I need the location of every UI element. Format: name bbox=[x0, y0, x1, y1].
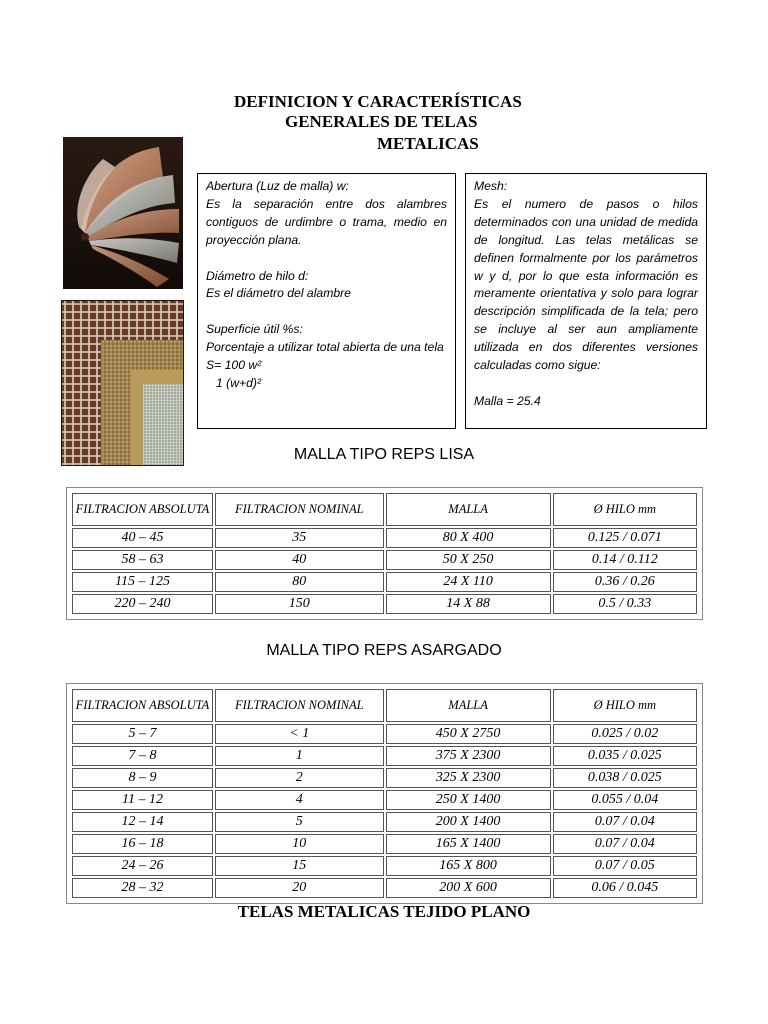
table-body bbox=[72, 528, 697, 614]
table-cell: 0.14 / 0.112 bbox=[553, 550, 697, 570]
table-cell: 0.5 / 0.33 bbox=[553, 594, 697, 614]
col-header-filtracion-absoluta: FILTRACION ABSOLUTA bbox=[72, 493, 213, 526]
table-cell: 250 X 1400 bbox=[386, 790, 551, 810]
woven-mesh-photo bbox=[61, 300, 184, 466]
malla-formula: Malla = 25.4 bbox=[474, 393, 541, 408]
table-cell: < 1 bbox=[215, 724, 384, 744]
section-title-reps-lisa: MALLA TIPO REPS LISA bbox=[293, 446, 475, 463]
table-cell: 0.06 / 0.045 bbox=[553, 878, 697, 898]
superficie-heading: Superficie útil %s: bbox=[206, 322, 303, 337]
col-header-filtracion-nominal: FILTRACION NOMINAL bbox=[215, 493, 384, 526]
mesh-text: Es el numero de pasos o hilos determinados con una unidad de medida de longitud. Las telas metálicas se definen formalmente por los parámetros w y d, por lo que esta información es meramente orientativa y solo para lograr descripción simplificada de la tela; pero se incluye al ser aun ampliamente utilizada en dos diferentes versiones calculadas como sigue: bbox=[474, 196, 698, 373]
table-cell: 0.125 / 0.071 bbox=[553, 528, 697, 548]
table-row bbox=[72, 790, 697, 810]
col-header-malla: MALLA bbox=[386, 689, 551, 722]
col-header-hilo: Ø HILO mm bbox=[553, 493, 697, 526]
table-row bbox=[72, 878, 697, 898]
footer-heading: TELAS METALICAS TEJIDO PLANO bbox=[237, 902, 531, 921]
table-row bbox=[72, 746, 697, 766]
table-body bbox=[72, 724, 697, 898]
table-cell: 0.36 / 0.26 bbox=[553, 572, 697, 592]
table-cell: 2 bbox=[215, 768, 384, 788]
table-cell: 7 – 8 bbox=[72, 746, 213, 766]
table-row bbox=[72, 572, 697, 592]
abertura-text: Es la separación entre dos alambres contiguos de urdimbre o trama, medio en proyección plana. bbox=[206, 196, 447, 247]
table-cell: 20 bbox=[215, 878, 384, 898]
table-cell: 16 – 18 bbox=[72, 834, 213, 854]
mesh-heading: Mesh: bbox=[474, 179, 508, 193]
table-cell: 58 – 63 bbox=[72, 550, 213, 570]
table-cell: 0.07 / 0.04 bbox=[553, 812, 697, 832]
section-title-reps-asargado: MALLA TIPO REPS ASARGADO bbox=[266, 642, 502, 659]
table-row bbox=[72, 812, 697, 832]
superficie-text: Porcentaje a utilizar total abierta de una tela S= 100 w² bbox=[206, 340, 444, 373]
table-row bbox=[72, 768, 697, 788]
table-cell: 5 – 7 bbox=[72, 724, 213, 744]
table-cell: 165 X 1400 bbox=[386, 834, 551, 854]
title-line-1: DEFINICION Y CARACTERÍSTICAS bbox=[234, 92, 522, 111]
title-line-3: METALICAS bbox=[377, 134, 479, 153]
col-header-malla: MALLA bbox=[386, 493, 551, 526]
mesh-definition-box bbox=[465, 173, 707, 429]
table-cell: 0.035 / 0.025 bbox=[553, 746, 697, 766]
superficie-formula: 1 (w+d)² bbox=[216, 375, 262, 390]
definitions-box bbox=[197, 173, 456, 429]
table-cell: 40 bbox=[215, 550, 384, 570]
table-cell: 11 – 12 bbox=[72, 790, 213, 810]
table-cell: 24 X 110 bbox=[386, 572, 551, 592]
col-header-filtracion-absoluta: FILTRACION ABSOLUTA bbox=[72, 689, 213, 722]
table-cell: 375 X 2300 bbox=[386, 746, 551, 766]
table-reps-asargado bbox=[66, 683, 703, 904]
table-cell: 10 bbox=[215, 834, 384, 854]
mesh-fan-photo bbox=[63, 137, 183, 289]
table-cell: 40 – 45 bbox=[72, 528, 213, 548]
table-cell: 80 X 400 bbox=[386, 528, 551, 548]
table-row bbox=[72, 594, 697, 614]
table-cell: 50 X 250 bbox=[386, 550, 551, 570]
table-cell: 0.038 / 0.025 bbox=[553, 768, 697, 788]
table-cell: 80 bbox=[215, 572, 384, 592]
table-cell: 4 bbox=[215, 790, 384, 810]
table-cell: 115 – 125 bbox=[72, 572, 213, 592]
diametro-heading: Diámetro de hilo d: bbox=[206, 268, 309, 283]
table-row bbox=[72, 528, 697, 548]
col-header-filtracion-nominal: FILTRACION NOMINAL bbox=[215, 689, 384, 722]
table-cell: 450 X 2750 bbox=[386, 724, 551, 744]
table-cell: 220 – 240 bbox=[72, 594, 213, 614]
title-line-2: GENERALES DE TELAS bbox=[285, 112, 478, 131]
table-cell: 200 X 600 bbox=[386, 878, 551, 898]
table-cell: 0.055 / 0.04 bbox=[553, 790, 697, 810]
table-cell: 5 bbox=[215, 812, 384, 832]
col-header-hilo: Ø HILO mm bbox=[553, 689, 697, 722]
table-cell: 1 bbox=[215, 746, 384, 766]
table-cell: 0.07 / 0.04 bbox=[553, 834, 697, 854]
table-cell: 12 – 14 bbox=[72, 812, 213, 832]
table-cell: 14 X 88 bbox=[386, 594, 551, 614]
table-cell: 165 X 800 bbox=[386, 856, 551, 876]
table-cell: 200 X 1400 bbox=[386, 812, 551, 832]
table-cell: 24 – 26 bbox=[72, 856, 213, 876]
table-cell: 28 – 32 bbox=[72, 878, 213, 898]
table-cell: 150 bbox=[215, 594, 384, 614]
table-cell: 35 bbox=[215, 528, 384, 548]
table-reps-lisa bbox=[66, 487, 703, 620]
table-row bbox=[72, 550, 697, 570]
table-row bbox=[72, 834, 697, 854]
abertura-heading: Abertura (Luz de malla) w: bbox=[206, 179, 349, 193]
table-cell: 325 X 2300 bbox=[386, 768, 551, 788]
table-row bbox=[72, 856, 697, 876]
table-cell: 0.07 / 0.05 bbox=[553, 856, 697, 876]
diametro-text: Es el diámetro del alambre bbox=[206, 286, 351, 301]
table-cell: 0.025 / 0.02 bbox=[553, 724, 697, 744]
table-row bbox=[72, 724, 697, 744]
table-cell: 8 – 9 bbox=[72, 768, 213, 788]
table-cell: 15 bbox=[215, 856, 384, 876]
